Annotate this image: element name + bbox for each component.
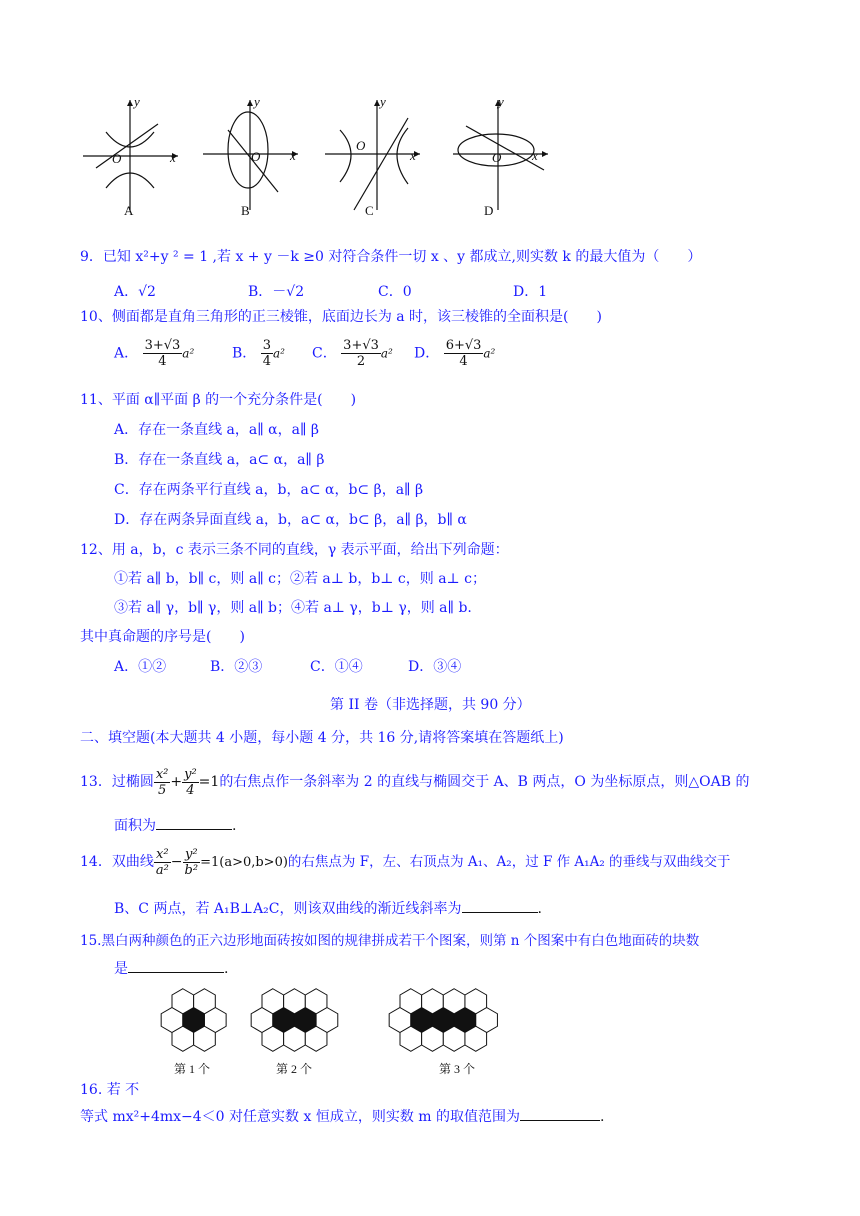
axis-x-label-a: x — [170, 150, 176, 165]
q12-option-c: C．①④ — [310, 659, 363, 675]
q9-option-c: C．0 — [378, 284, 412, 300]
section2-title: 第 II 卷（非选择题，共 90 分） — [330, 697, 531, 713]
q10-option-c: C． $\frac{3+√3}{2}$ a² — [312, 338, 393, 369]
origin-label-c: O — [356, 138, 366, 153]
q10-option-d: D． $\frac{6+√3}{4}$ a² — [414, 338, 496, 369]
q12-option-a: A．①② — [114, 659, 167, 675]
q11-option-b: B．存在一条直线 a，a⊂ α，a∥ β — [114, 452, 325, 468]
q13-answer-blank[interactable] — [156, 829, 232, 830]
axis-x-label-d: x — [532, 148, 538, 163]
q13-line1: 13．过椭圆 $\frac{\text{x²}}{5}$ + $\frac{\text{y²}}{4}$ =1的右焦点作一条斜率为 2 的直线与椭圆交于 A、B 两点，O 为坐标原点，则△OAB 的 — [80, 766, 750, 798]
q9-option-d: D．1 — [513, 284, 548, 300]
axis-y-label-c: y — [380, 94, 386, 109]
q13-eq-tail: =1 — [198, 774, 220, 790]
origin-label-a: O — [112, 151, 122, 166]
q16-line2: 等式 mx²+4mx−4＜0 对任意实数 x 恒成立，则实数 m 的取值范围为 . — [80, 1109, 605, 1125]
q9-option-a: A．√2 — [114, 284, 156, 300]
q10-option-c-label: C． — [312, 345, 337, 362]
q14-frac-x: $\frac{\text{x²}}{\text{a²}}$ — [155, 846, 169, 878]
q15-line2: 是 . — [114, 961, 229, 977]
axis-y-label-a: y — [134, 94, 140, 109]
q10-option-a: A． $\frac{3+√3}{4}$ a² — [114, 338, 195, 369]
axis-y-label-d: y — [498, 94, 504, 109]
figure-a-graph — [83, 100, 178, 210]
q13-frac-x: $\frac{\text{x²}}{5}$ — [155, 766, 169, 798]
q10-option-a-label: A． — [114, 345, 139, 362]
q15-line2-text: 是 — [114, 961, 128, 977]
q14-answer-blank[interactable] — [462, 912, 538, 913]
q9-stem: 9．已知 x²+y ² = 1 ,若 x + y －k ≥0 对符合条件一切 x 、y 都成立,则实数 k 的最大值为（ ） — [80, 249, 702, 265]
figure-caption-b: B — [241, 203, 250, 218]
q11-option-a: A．存在一条直线 a，a∥ α，a∥ β — [114, 422, 319, 438]
q10-option-a-fraction: $\frac{3+√3}{4}$ — [144, 338, 181, 369]
pattern-caption-1: 第 1 个 — [174, 1062, 211, 1076]
q15-answer-blank[interactable] — [128, 972, 224, 973]
q13-suffix: 的右焦点作一条斜率为 2 的直线与椭圆交于 A、B 两点，O 为坐标原点，则△OAB 的 — [219, 774, 750, 790]
q12-stem: 12、用 a，b，c 表示三条不同的直线，γ 表示平面，给出下列命题： — [80, 542, 509, 558]
q11-stem: 11、平面 α∥平面 β 的一个充分条件是( ) — [80, 392, 357, 408]
q15-line1: 15.黑白两种颜色的正六边形地面砖按如图的规律拼成若干个图案，则第 n 个图案中有白色地面砖的块数 — [80, 933, 700, 949]
q13-frac-y: $\frac{\text{y²}}{4}$ — [184, 766, 197, 798]
q16-line2-text: 等式 mx²+4mx−4＜0 对任意实数 x 恒成立，则实数 m 的取值范围为 — [80, 1109, 521, 1125]
q12-question: 其中真命题的序号是( ) — [80, 629, 245, 645]
q10-option-b-fraction: $\frac{3}{4}$ — [262, 338, 272, 369]
q10-option-c-fraction: $\frac{3+√3}{2}$ — [343, 338, 379, 369]
q10-option-d-label: D． — [414, 345, 440, 362]
figure-caption-a: A — [124, 203, 134, 218]
q12-option-d: D．③④ — [408, 659, 462, 675]
origin-label-b: O — [251, 149, 261, 164]
q12-proposition-line1: ①若 a∥ b，b∥ c，则 a∥ c；②若 a⊥ b，b⊥ c，则 a⊥ c； — [114, 571, 486, 587]
q16-answer-blank[interactable] — [520, 1120, 600, 1121]
q10-stem: 10、侧面都是直角三角形的正三棱锥，底面边长为 a 时，该三棱锥的全面积是( ) — [80, 309, 602, 325]
q10-option-b: B． $\frac{3}{4}$ a² — [232, 338, 285, 369]
figure-c-graph — [325, 100, 420, 210]
axis-x-label-c: x — [410, 148, 416, 163]
q11-option-c: C．存在两条平行直线 a，b，a⊂ α，b⊂ β，a∥ β — [114, 482, 424, 498]
q11-option-d: D．存在两条异面直线 a，b，a⊂ α，b⊂ β，a∥ β，b∥ α — [114, 512, 467, 528]
q12-option-b: B．②③ — [210, 659, 263, 675]
q13-line2-text: 面积为 — [114, 818, 156, 834]
pattern-caption-2: 第 2 个 — [276, 1062, 313, 1076]
q10-option-d-fraction: $\frac{6+√3}{4}$ — [445, 338, 482, 369]
q9-option-b: B．－√2 — [248, 284, 305, 300]
hexagon-tile-patterns — [150, 982, 540, 1058]
q12-proposition-line2: ③若 a∥ γ，b∥ γ，则 a∥ b；④若 a⊥ γ，b⊥ γ，则 a∥ b. — [114, 600, 472, 616]
pattern-caption-3: 第 3 个 — [439, 1062, 476, 1076]
q14-frac-y: $\frac{\text{y²}}{\text{b²}}$ — [184, 846, 199, 878]
q16-line1: 16. 若 不 — [80, 1082, 140, 1098]
q13-line2: 面积为 . — [114, 818, 237, 834]
q14-line2: B、C 两点，若 A₁B⊥A₂C，则该双曲线的渐近线斜率为 . — [114, 901, 542, 917]
axis-y-label-b: y — [254, 94, 260, 109]
figure-caption-d: D — [484, 203, 494, 218]
q13-prefix: 13．过椭圆 — [80, 774, 154, 790]
q10-option-b-label: B． — [232, 345, 257, 362]
figure-caption-c: C — [365, 203, 374, 218]
q14-line2-text: B、C 两点，若 A₁B⊥A₂C，则该双曲线的渐近线斜率为 — [114, 901, 462, 917]
q14-eq-tail: =1(a>0,b>0) — [200, 855, 288, 870]
q14-line1: 14．双曲线 $\frac{\text{x²}}{\text{a²}}$ − $\frac{\text{y²}}{\text{b²}}$ =1(a>0,b>0)的右焦点为 F，左、右顶点为 A₁、A₂，过 F 作 A₁A₂ 的垂线与双曲线交于 — [80, 846, 731, 878]
q14-prefix: 14．双曲线 — [80, 854, 154, 870]
q14-suffix: 的右焦点为 F，左、右顶点为 A₁、A₂，过 F 作 A₁A₂ 的垂线与双曲线交于 — [287, 854, 731, 870]
section2-heading: 二、填空题(本大题共 4 小题，每小题 4 分，共 16 分,请将答案填在答题纸上) — [80, 730, 564, 746]
origin-label-d: O — [492, 150, 502, 165]
axis-x-label-b: x — [290, 148, 296, 163]
